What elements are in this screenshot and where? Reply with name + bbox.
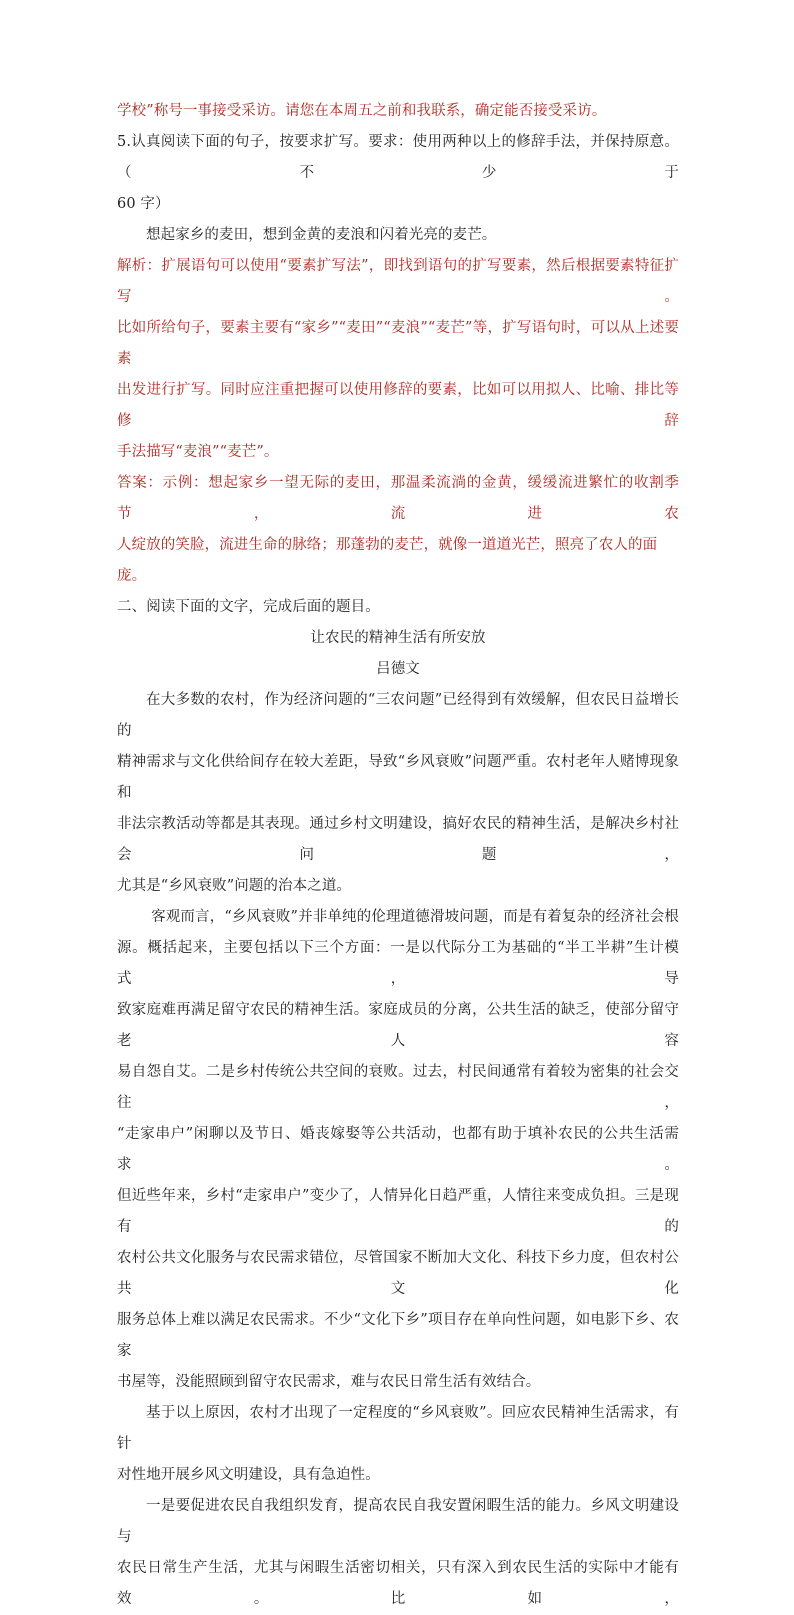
analysis-line-1: 解析：扩展语句可以使用“要素扩写法”，即找到语句的扩写要素，然后根据要素特征扩写。: [117, 258, 679, 305]
paragraph-2-line-7: 农村公共文化服务与农民需求错位，尽管国家不断加大文化、科技下乡力度，但农村公共文化: [117, 1250, 679, 1297]
paragraph-2-line-8: 服务总体上难以满足农民需求。不少“文化下乡”项目存在单向性问题，如电影下乡、农家: [117, 1312, 679, 1359]
answer-line-2: 人绽放的笑脸，流进生命的脉络；那蓬勃的麦芒，就像一道道光芒，照亮了农人的面庞。: [117, 537, 658, 584]
paragraph-4-line-1: 一是要促进农民自我组织发育，提高农民自我安置闲暇生活的能力。乡风文明建设与: [117, 1498, 679, 1545]
page-content: [117, 96, 679, 1615]
paragraph-1-line-1: 在大多数的农村，作为经济问题的“三农问题”已经得到有效缓解，但农民日益增长的: [117, 692, 679, 739]
paragraph-2-line-9: 书屋等，没能照顾到留守农民需求，难与农民日常生活有效结合。: [117, 1374, 541, 1390]
analysis-line-2: 比如所给句子，要素主要有“家乡”“麦田”“麦浪”“麦芒”等，扩写语句时，可以从上述要素: [117, 320, 679, 367]
paragraph-4-line-2: 农民日常生产生活，尤其与闲暇生活密切相关，只有深入到农民生活的实际中才能有效。比如，: [117, 1560, 679, 1607]
analysis-line-3: 出发进行扩写。同时应注重把握可以使用修辞的要素，比如可以用拟人、比喻、排比等修辞: [117, 382, 679, 429]
paragraph-1-line-3: 非法宗教活动等都是其表现。通过乡村文明建设，搞好农民的精神生活，是解决乡村社会问题，: [117, 816, 679, 863]
paragraph-2-line-3: 致家庭难再满足留守农民的精神生活。家庭成员的分离，公共生活的缺乏，使部分留守老人容: [117, 1002, 679, 1049]
section-2-heading: 二、阅读下面的文字，完成后面的题目。: [117, 599, 380, 615]
answer-continuation-line: 学校”称号一事接受采访。请您在本周五之前和我联系，确定能否接受采访。: [117, 103, 607, 119]
paragraph-3-line-2: 对性地开展乡风文明建设，具有急迫性。: [117, 1467, 380, 1483]
analysis-line-4: 手法描写“麦浪”“麦芒”。: [117, 444, 279, 460]
question-5-sentence: 想起家乡的麦田，想到金黄的麦浪和闪着光亮的麦芒。: [146, 227, 497, 243]
article-author: 吕德文: [376, 661, 420, 677]
question-5-line-1: 5.认真阅读下面的句子，按要求扩写。要求：使用两种以上的修辞手法，并保持原意。（不少于: [117, 134, 679, 181]
paragraph-2-line-6: 但近些年来，乡村“走家串户”变少了，人情异化日趋严重，人情往来变成负担。三是现有的: [117, 1188, 679, 1235]
paragraph-2-line-4: 易自怨自艾。二是乡村传统公共空间的衰败。过去，村民间通常有着较为密集的社会交往，: [117, 1064, 679, 1111]
paragraph-1-line-2: 精神需求与文化供给间存在较大差距，导致“乡风衰败”问题严重。农村老年人赌博现象和: [117, 754, 679, 801]
paragraph-2-line-5: “走家串户”闲聊以及节日、婚丧嫁娶等公共活动，也都有助于填补农民的公共生活需求。: [117, 1126, 679, 1173]
answer-line-1: 答案：示例：想起家乡一望无际的麦田，那温柔流淌的金黄，缓缓流进繁忙的收割季节，流进农: [117, 475, 679, 522]
paragraph-2-line-2: 源。概括起来，主要包括以下三个方面：一是以代际分工为基础的“半工半耕”生计模式，导: [117, 940, 679, 987]
paragraph-1-line-4: 尤其是“乡风衰败”问题的治本之道。: [117, 878, 352, 894]
question-5-line-2: 60 字）: [117, 196, 170, 212]
paragraph-3-line-1: 基于以上原因，农村才出现了一定程度的“乡风衰败”。回应农民精神生活需求，有针: [117, 1405, 679, 1452]
paragraph-2-line-1: 客观而言，“乡风衰败”并非单纯的伦理道德滑坡问题，而是有着复杂的经济社会根: [151, 909, 679, 925]
article-title: 让农民的精神生活有所安放: [310, 630, 486, 646]
